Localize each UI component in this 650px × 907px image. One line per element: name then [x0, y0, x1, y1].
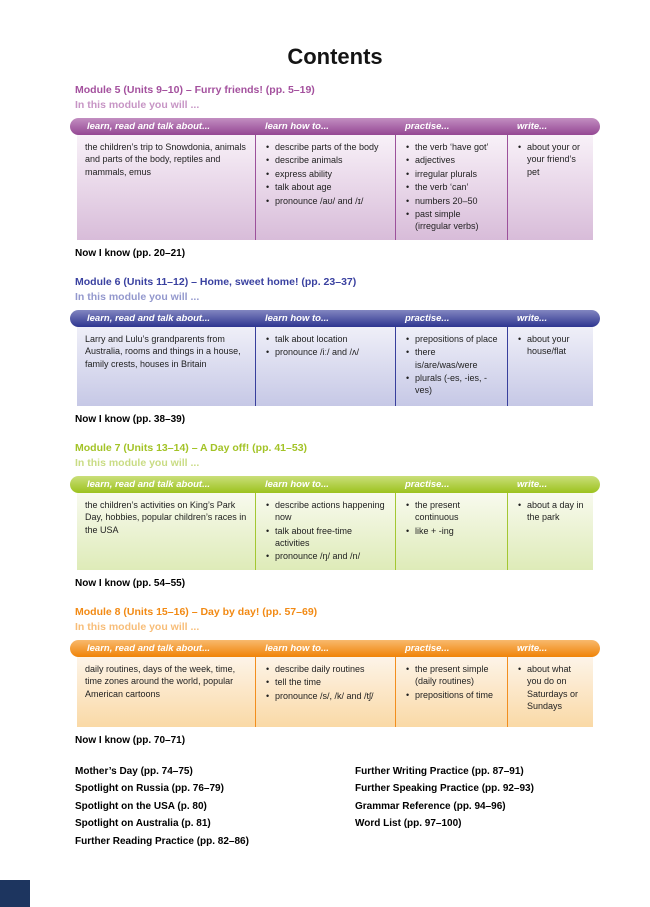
learn-about-text: Larry and Lulu’s grandparents from Australia, rooms and things in a house, family crests, houses in Britain — [85, 333, 241, 369]
column-header-learn-how: learn how to... — [265, 642, 329, 654]
list-item: • talk about location — [264, 333, 387, 345]
list-item: • about what you do on Saturdays or Sundays — [516, 663, 585, 713]
cell-practise — [395, 135, 507, 240]
list-item: • like + -ing — [404, 525, 499, 537]
write-list — [516, 499, 585, 524]
learn-how-list — [264, 499, 387, 563]
module-table — [70, 640, 600, 727]
table-header-row — [70, 476, 600, 493]
list-item: • plurals (-es, -ies, -ves) — [404, 372, 499, 397]
learn-how-list — [264, 141, 387, 207]
column-header-learn-how: learn how to... — [265, 478, 329, 490]
module-subheading: In this module you will ... — [75, 290, 200, 303]
module-table — [70, 310, 600, 406]
learn-about-text: the children’s activities on King’s Park Day, hobbies, popular children’s races in the USA — [85, 499, 247, 535]
column-header-practise: practise... — [405, 121, 450, 132]
write-list — [516, 141, 585, 178]
list-item: • the present continuous — [404, 499, 499, 524]
module-6-section — [70, 276, 600, 425]
practise-list — [404, 663, 499, 701]
now-i-know-label: Now I know (pp. 70–71) — [75, 734, 186, 746]
list-item: • describe actions happening now — [264, 499, 387, 524]
list-item: • the verb ‘have got’ — [404, 141, 499, 153]
list-item: • pronounce /iː/ and /ʌ/ — [264, 346, 387, 358]
cell-write — [507, 327, 593, 406]
table-header-row — [70, 640, 600, 657]
cell-learn-how — [255, 657, 395, 727]
list-item: • express ability — [264, 168, 387, 180]
list-item: • describe parts of the body — [264, 141, 387, 153]
column-header-practise: practise... — [405, 312, 450, 324]
list-item: • pronounce /aʊ/ and /ɪ/ — [264, 195, 387, 207]
list-item: • talk about age — [264, 181, 387, 193]
column-header-practise: practise... — [405, 478, 450, 490]
module-subheading: In this module you will ... — [75, 620, 200, 633]
list-item: • pronounce /ŋ/ and /n/ — [264, 550, 387, 562]
list-item: Spotlight on Russia (pp. 76–79) — [75, 783, 224, 795]
list-item: • describe daily routines — [264, 663, 387, 675]
module-heading: Module 5 (Units 9–10) – Furry friends! (pp. 5–19) — [75, 84, 315, 96]
list-item: Spotlight on the USA (p. 80) — [75, 800, 207, 812]
table-header-row — [70, 118, 600, 135]
module-table — [70, 476, 600, 570]
learn-about-text: the children’s trip to Snowdonia, animals and parts of the body, reptiles and mammals, emus — [85, 142, 246, 177]
column-header-learn-about: learn, read and talk about... — [87, 121, 211, 132]
list-item: • the present simple (daily routines) — [404, 663, 499, 688]
table-body — [77, 657, 593, 727]
cell-learn-how — [255, 135, 395, 240]
cell-learn-how — [255, 327, 395, 406]
module-table — [70, 118, 600, 240]
list-item: • there is/are/was/were — [404, 346, 499, 371]
cell-learn-about — [77, 657, 255, 727]
list-item: • describe animals — [264, 154, 387, 166]
list-item: Word List (pp. 97–100) — [355, 818, 462, 830]
column-header-learn-about: learn, read and talk about... — [87, 312, 211, 324]
column-header-learn-how: learn how to... — [265, 121, 329, 132]
list-item: • about your house/flat — [516, 333, 585, 358]
table-body — [77, 135, 593, 240]
learn-how-list — [264, 333, 387, 359]
module-heading: Module 7 (Units 13–14) – A Day off! (pp. 41–53) — [75, 441, 308, 454]
practise-list — [404, 499, 499, 537]
list-item: • pronounce /s/, /k/ and /tʃ/ — [264, 690, 387, 702]
module-heading: Module 6 (Units 11–12) – Home, sweet home! (pp. 23–37) — [75, 275, 357, 288]
cell-learn-about — [77, 327, 255, 406]
cell-write — [507, 135, 593, 240]
module-subheading: In this module you will ... — [75, 99, 200, 111]
now-i-know-label: Now I know (pp. 38–39) — [75, 413, 186, 425]
cell-learn-about — [77, 135, 255, 240]
column-header-practise: practise... — [405, 642, 450, 654]
list-item: • talk about free-time activities — [264, 525, 387, 550]
list-item: • numbers 20–50 — [404, 195, 499, 207]
column-header-write: write... — [517, 478, 548, 490]
cell-learn-how — [255, 493, 395, 570]
list-item: Further Speaking Practice (pp. 92–93) — [355, 783, 534, 795]
list-item: • about your or your friend’s pet — [516, 141, 585, 178]
column-header-write: write... — [517, 312, 548, 324]
module-subheading: In this module you will ... — [75, 456, 200, 469]
table-header-row — [70, 310, 600, 327]
write-list — [516, 333, 585, 358]
table-body — [77, 493, 593, 570]
footer-right-list — [355, 763, 600, 833]
list-item: • past simple (irregular verbs) — [404, 208, 499, 233]
footer-sections — [75, 763, 600, 851]
footer-right-column — [355, 763, 600, 851]
list-item: • prepositions of time — [404, 689, 499, 701]
footer-left-list — [75, 763, 355, 851]
cell-practise — [395, 657, 507, 727]
cell-practise — [395, 493, 507, 570]
list-item: Grammar Reference (pp. 94–96) — [355, 800, 506, 812]
list-item: Further Writing Practice (pp. 87–91) — [355, 765, 524, 777]
now-i-know-label: Now I know (pp. 20–21) — [75, 247, 186, 259]
column-header-write: write... — [517, 121, 548, 132]
cell-write — [507, 657, 593, 727]
column-header-learn-how: learn how to... — [265, 312, 329, 324]
column-header-learn-about: learn, read and talk about... — [87, 642, 211, 654]
list-item: • irregular plurals — [404, 168, 499, 180]
footer-left-column — [75, 763, 355, 851]
list-item: • adjectives — [404, 154, 499, 166]
module-5-section — [70, 84, 600, 259]
table-body — [77, 327, 593, 406]
list-item: • about a day in the park — [516, 499, 585, 524]
practise-list — [404, 333, 499, 397]
list-item: • prepositions of place — [404, 333, 499, 345]
practise-list — [404, 141, 499, 233]
write-list — [516, 663, 585, 713]
module-8-section — [70, 606, 600, 746]
page-title: Contents — [287, 44, 383, 69]
now-i-know-label: Now I know (pp. 54–55) — [75, 577, 186, 589]
cell-learn-about — [77, 493, 255, 570]
list-item: Mother’s Day (pp. 74–75) — [75, 765, 193, 777]
list-item: Further Reading Practice (pp. 82–86) — [75, 835, 249, 847]
list-item: • the verb ‘can’ — [404, 181, 499, 193]
module-heading: Module 8 (Units 15–16) – Day by day! (pp. 57–69) — [75, 605, 318, 618]
module-7-section — [70, 442, 600, 589]
column-header-write: write... — [517, 642, 548, 654]
list-item: • tell the time — [264, 676, 387, 688]
cell-practise — [395, 327, 507, 406]
page-corner-mark — [0, 880, 30, 907]
column-header-learn-about: learn, read and talk about... — [87, 478, 211, 490]
cell-write — [507, 493, 593, 570]
list-item: Spotlight on Australia (p. 81) — [75, 818, 211, 830]
learn-how-list — [264, 663, 387, 702]
learn-about-text: daily routines, days of the week, time, time zones around the world, popular American cartoons — [85, 663, 236, 699]
